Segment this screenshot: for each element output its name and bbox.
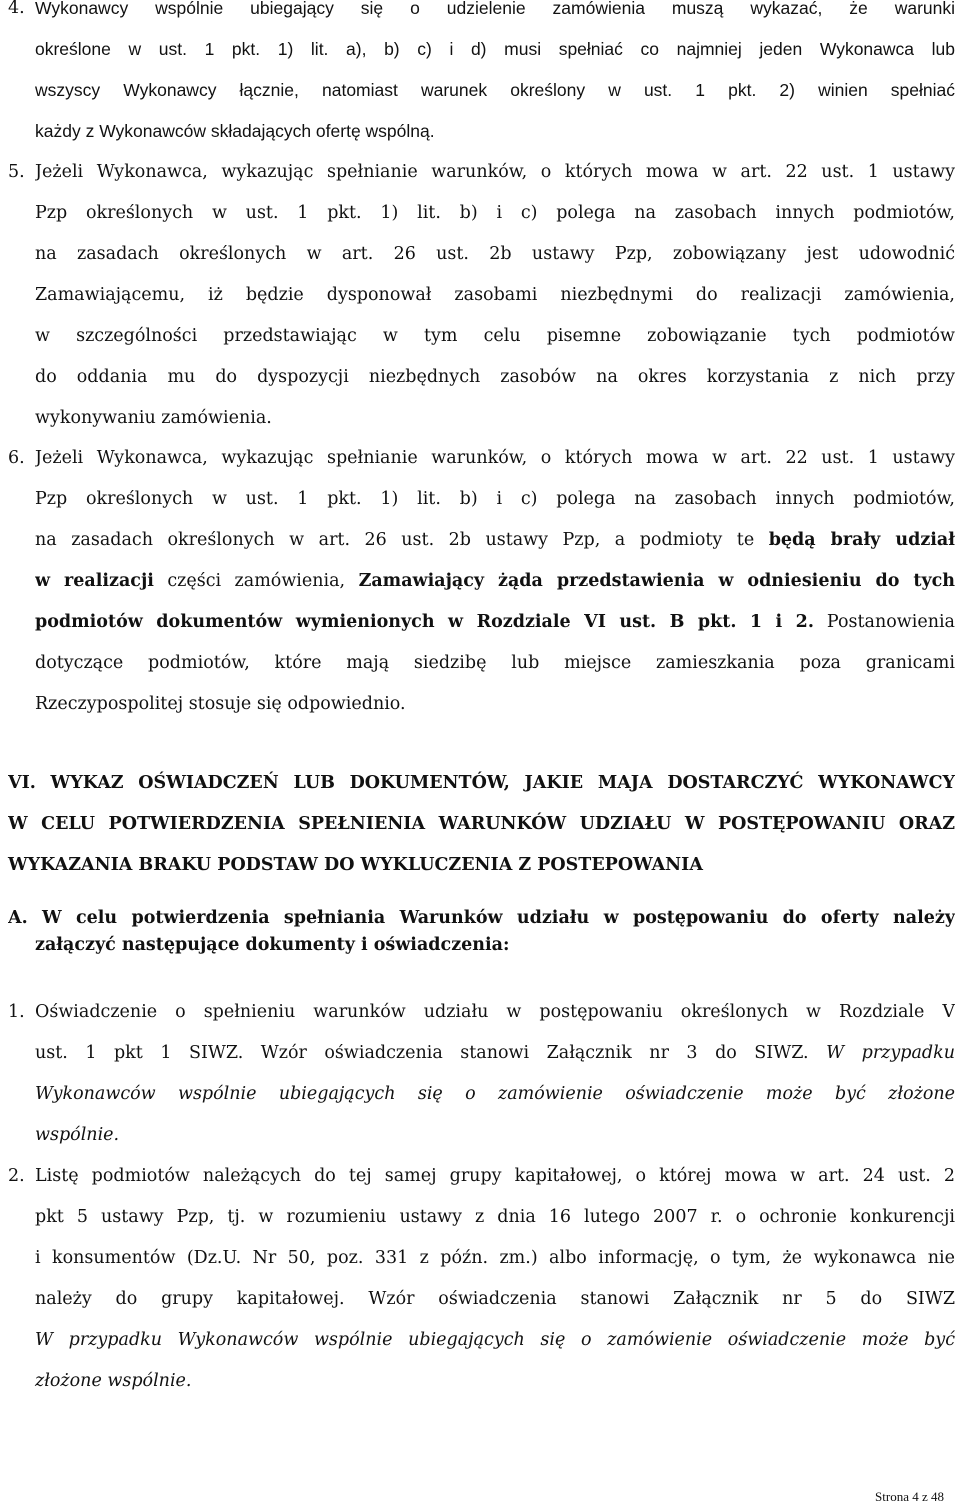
item-6-line-3-emphasis: będą brały udział <box>768 530 955 550</box>
item-4-line-2: określone w ust. 1 pkt. 1) lit. a), b) c) i d) musi spełniać co najmniej jeden Wykonawca lub <box>35 39 955 59</box>
list-item-1-number: 1. <box>8 1002 25 1022</box>
list-item-1-line-4 <box>35 1121 955 1149</box>
list-item-2-line-6-italic: złożone wspólnie. <box>35 1371 192 1391</box>
section-vi-heading-line-2: W CELU POTWIERDZENIA SPEŁNIENIA WARUNKÓW UDZIAŁU W POSTĘPOWANIU ORAZ <box>8 814 955 834</box>
item-6-line-4-emphasis-2: Zamawiający żąda przedstawienia w odniesieniu do tych <box>358 571 955 591</box>
item-5-line-3: na zasadach określonych w art. 26 ust. 2b ustawy Pzp, zobowiązany jest udowodnić <box>35 244 955 264</box>
list-item-2-line-6 <box>35 1367 955 1395</box>
item-6-line-4 <box>35 567 955 595</box>
list-item-2-number: 2. <box>8 1166 25 1186</box>
section-a-line-1: A. W celu potwierdzenia spełniania Warunków udziału w postępowaniu do oferty należy <box>8 908 955 928</box>
list-item-2-line-4: należy do grupy kapitałowej. Wzór oświadczenia stanowi Załącznik nr 5 do SIWZ <box>35 1289 955 1309</box>
list-item-2-line-2: pkt 5 ustawy Pzp, tj. w rozumieniu ustawy z dnia 16 lutego 2007 r. o ochronie konkurencji <box>35 1207 955 1227</box>
item-6-line-4-emphasis-1: w realizacji <box>35 571 154 591</box>
item-5-line-2: Pzp określonych w ust. 1 pkt. 1) lit. b) i c) polega na zasobach innych podmiotów, <box>35 203 955 223</box>
list-item-2-line-5-italic: W przypadku Wykonawców wspólnie ubiegających się o zamówienie oświadczenie może być <box>35 1330 955 1350</box>
section-vi-heading-line-3: WYKAZANIA BRAKU PODSTAW DO WYKLUCZENIA Z POSTEPOWANIA <box>8 855 703 875</box>
item-6-line-3-text: na zasadach określonych w art. 26 ust. 2b ustawy Pzp, a podmioty te <box>35 530 755 550</box>
item-6-line-7: Rzeczypospolitej stosuje się odpowiednio. <box>35 694 406 714</box>
list-item-1-line-2 <box>35 1039 955 1067</box>
item-4-line-4: każdy z Wykonawców składających ofertę wspólną. <box>35 121 435 141</box>
section-vi-heading-line-1: VI. WYKAZ OŚWIADCZEŃ LUB DOKUMENTÓW, JAKIE MAJA DOSTARCZYĆ WYKONAWCY <box>8 773 955 793</box>
item-6-line-1: Jeżeli Wykonawca, wykazując spełnianie warunków, o których mowa w art. 22 ust. 1 ustawy <box>35 448 955 468</box>
page-number: Strona 4 z 48 <box>875 1489 944 1504</box>
item-6-line-4-text: części zamówienia, <box>167 571 346 591</box>
item-5-line-6: do oddania mu do dyspozycji niezbędnych zasobów na okres korzystania z nich przy <box>35 367 955 387</box>
item-5-line-4: Zamawiającemu, iż będzie dysponował zasobami niezbędnymi do realizacji zamówienia, <box>35 285 955 305</box>
section-a-line-2: załączyć następujące dokumenty i oświadczenia: <box>35 935 510 955</box>
item-5-line-5: w szczególności przedstawiając w tym celu pisemne zobowiązanie tych podmiotów <box>35 326 955 346</box>
list-item-1-line-3-italic: Wykonawców wspólnie ubiegających się o zamówienie oświadczenie może być złożone <box>35 1084 955 1104</box>
list-item-1-line-3 <box>35 1080 955 1108</box>
list-item-1-line-2-italic: W przypadku <box>826 1043 955 1063</box>
list-item-2-line-5 <box>35 1326 955 1354</box>
list-item-2-line-3: i konsumentów (Dz.U. Nr 50, poz. 331 z późn. zm.) albo informację, o tym, że wykonawca nie <box>35 1248 955 1268</box>
item-6-line-6: dotyczące podmiotów, które mają siedzibę lub miejsce zamieszkania poza granicami <box>35 653 955 673</box>
item-4-line-3: wszyscy Wykonawcy łącznie, natomiast warunek określony w ust. 1 pkt. 2) winien spełniać <box>35 80 955 100</box>
item-6-line-5-emphasis: podmiotów dokumentów wymienionych w Rozdziale VI ust. B pkt. 1 i 2. <box>35 612 814 632</box>
item-6-line-5-text: Postanowienia <box>826 612 955 632</box>
item-6-number: 6. <box>8 448 25 468</box>
item-5-line-7: wykonywaniu zamówienia. <box>35 408 272 428</box>
item-5-number: 5. <box>8 162 25 182</box>
list-item-1-line-1: Oświadczenie o spełnieniu warunków udziału w postępowaniu określonych w Rozdziale V <box>35 1002 955 1022</box>
item-6-line-2: Pzp określonych w ust. 1 pkt. 1) lit. b) i c) polega na zasobach innych podmiotów, <box>35 489 955 509</box>
item-6-line-3 <box>35 526 955 554</box>
item-5-line-1: Jeżeli Wykonawca, wykazując spełnianie warunków, o których mowa w art. 22 ust. 1 ustawy <box>35 162 955 182</box>
item-4-line-1: Wykonawcy wspólnie ubiegający się o udzielenie zamówienia muszą wykazać, że warunki <box>35 0 955 18</box>
item-6-line-5 <box>35 608 955 636</box>
list-item-1-line-2-text: ust. 1 pkt 1 SIWZ. Wzór oświadczenia stanowi Załącznik nr 3 do SIWZ. <box>35 1043 809 1063</box>
list-item-1-line-4-italic: wspólnie. <box>35 1125 120 1145</box>
list-item-2-line-1: Listę podmiotów należących do tej samej grupy kapitałowej, o której mowa w art. 24 ust. 2 <box>35 1166 955 1186</box>
item-4-number: 4. <box>8 0 25 18</box>
